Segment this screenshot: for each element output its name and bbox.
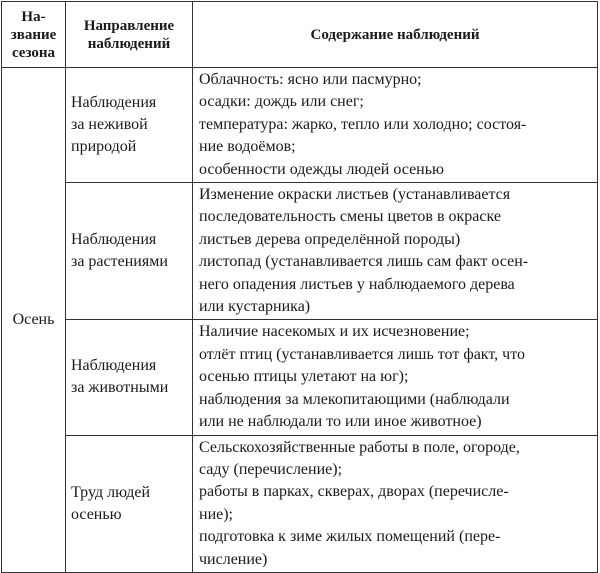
table-row [2, 320, 598, 435]
direction-cell [66, 183, 193, 320]
content-line: саду (перечисление); [199, 460, 343, 478]
content-cell [193, 320, 598, 435]
content-line: листопад (устанавливается лишь сам факт осен- [199, 253, 529, 271]
content-line: ние); [199, 505, 233, 523]
content-line: Изменение окраски листьев (устанавливается [199, 186, 511, 204]
direction-line: Труд людей [71, 483, 151, 501]
content-line: наблюдения за млекопитающими (наблюдали [199, 390, 510, 408]
direction-line: за животными [71, 379, 169, 397]
content-line: ние водоёмов; [199, 138, 296, 156]
table-row [2, 435, 598, 572]
direction-line: за растениями [71, 253, 168, 271]
direction-header-line: Направление [83, 17, 175, 34]
direction-line: Наблюдения [71, 357, 157, 375]
direction-header-line: наблюдений [87, 35, 171, 52]
table-row [2, 183, 598, 320]
content-line: него опадения листьев у наблюдаемого дерева [199, 275, 515, 293]
content-cell [193, 435, 598, 572]
content-line: листьев дерева определённой породы) [199, 230, 461, 248]
header-row [2, 2, 598, 68]
content-line: температура: жарко, тепло или холодно; состоя- [199, 115, 527, 133]
direction-cell [66, 320, 193, 435]
direction-line: Наблюдения [71, 94, 157, 112]
content-column-header: Содержание наблюдений [193, 2, 598, 68]
direction-cell [66, 68, 193, 183]
table-row [2, 68, 598, 183]
content-cell [193, 183, 598, 320]
season-cell: Осень [2, 68, 66, 573]
content-line: особенности одежды людей осенью [199, 160, 444, 178]
direction-line: Наблюдения [71, 231, 157, 249]
direction-line: природой [71, 138, 137, 156]
content-line: Сельскохозяйственные работы в поле, огороде, [199, 438, 520, 456]
content-line: осадки: дождь или снег; [199, 93, 364, 111]
direction-cell [66, 435, 193, 572]
direction-column-header [66, 2, 193, 68]
season-header-line: звание [10, 26, 57, 43]
season-column-header [2, 2, 66, 68]
content-line: отлёт птиц (устанавливается лишь тот факт, что [199, 345, 525, 363]
content-line: Наличие насекомых и их исчезновение; [199, 323, 470, 341]
content-line: или не наблюдали то или иное животное) [199, 413, 482, 431]
observations-table [1, 1, 598, 573]
direction-line: за неживой [71, 116, 148, 134]
content-line: или кустарника) [199, 298, 311, 316]
season-header-line: сезона [11, 44, 56, 61]
direction-line: осенью [71, 505, 122, 523]
content-line: последовательность смены цветов в окраске [199, 208, 501, 226]
content-line: Облачность: ясно или пасмурно; [199, 71, 422, 88]
content-line: подготовка к зиме жилых помещений (пере- [199, 528, 501, 546]
content-line: числение) [199, 550, 268, 568]
content-line: работы в парках, скверах, дворах (перечисле- [199, 483, 509, 501]
content-cell [193, 68, 598, 183]
content-line: осенью птицы улетают на юг); [199, 368, 409, 386]
season-header-line: На- [21, 8, 46, 25]
